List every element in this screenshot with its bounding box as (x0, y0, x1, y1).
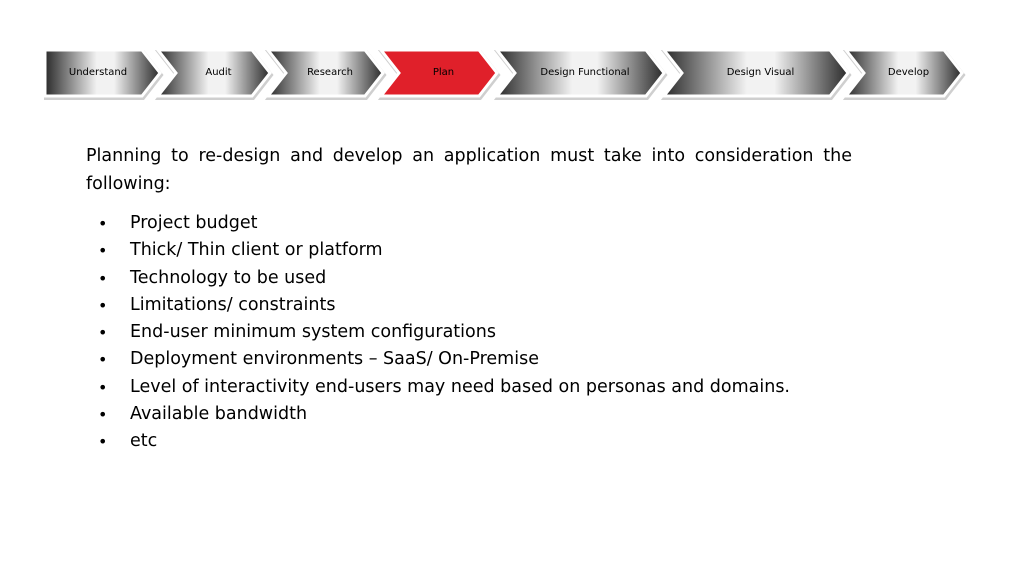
list-item (96, 292, 790, 319)
consideration-list (96, 210, 790, 456)
list-item-text: Level of interactivity end-users may need based on personas and domains. (130, 376, 790, 397)
process-step-label: Develop (887, 67, 930, 78)
list-item-text: Thick/ Thin client or platform (130, 240, 383, 261)
process-step-label: Research (307, 67, 353, 78)
process-step-label: Plan (432, 67, 455, 78)
bullet-icon: • (98, 214, 108, 233)
list-item (96, 319, 790, 346)
process-step-label: Understand (68, 67, 128, 78)
bullet-icon: • (98, 405, 108, 425)
list-item (96, 346, 790, 373)
list-item (96, 210, 790, 237)
process-step-label: Design Visual (726, 67, 795, 78)
intro-paragraph: Planning to re-design and develop an application must take into consideration the following: (86, 146, 852, 194)
list-item-text: Deployment environments – SaaS/ On-Premise (130, 349, 539, 370)
list-item (96, 265, 790, 292)
bullet-icon: • (98, 268, 108, 288)
list-item-text: Technology to be used (130, 267, 327, 288)
process-chevron-bar (0, 0, 1024, 110)
bullet-icon: • (98, 350, 108, 370)
list-item (96, 401, 790, 428)
bullet-icon: • (98, 241, 108, 261)
list-item-text: Project budget (130, 213, 258, 233)
process-chevrons (0, 0, 1024, 110)
bullet-icon: • (98, 295, 108, 315)
list-item (96, 374, 790, 401)
process-step-label: Audit (205, 67, 232, 78)
list-item-text: Limitations/ constraints (130, 294, 336, 315)
list-item (96, 428, 790, 455)
list-item-text: End-user minimum system configurations (130, 322, 496, 343)
bullet-icon: • (98, 432, 108, 452)
list-item (96, 237, 790, 264)
list-item-text: etc (130, 431, 158, 452)
process-step-label: Design Functional (540, 67, 630, 78)
bullet-icon: • (98, 377, 108, 397)
list-item-text: Available bandwidth (130, 404, 308, 425)
bullet-icon: • (98, 323, 108, 343)
